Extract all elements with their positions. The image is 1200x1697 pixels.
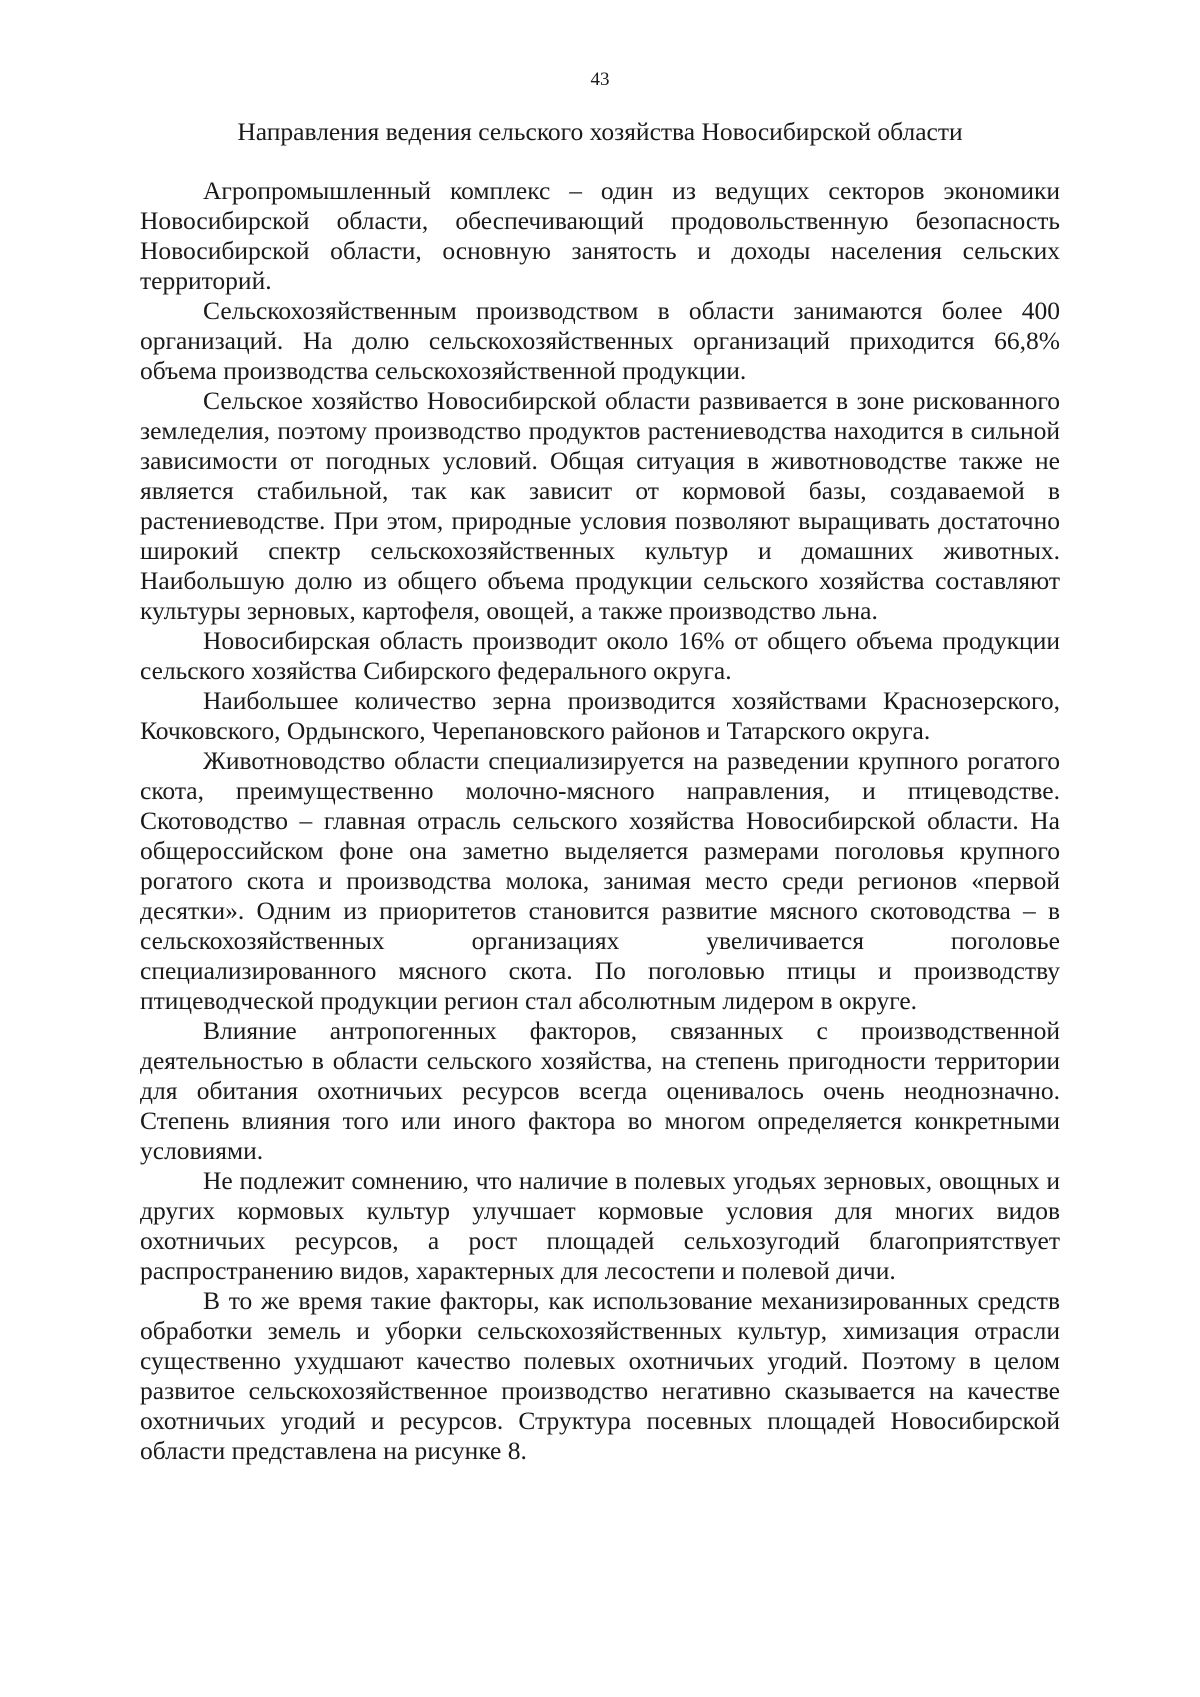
paragraph-grain-districts: Наибольшее количество зерна производится хозяйствами Краснозерского, Кочковского, Ордынского, Черепановского районов и Татарского округа. [140,686,1060,745]
paragraph-organizations: Сельскохозяйственным производством в области занимаются более 400 организаций. На долю сельскохозяйственных организаций приходится 66,8% объема производства сельскохозяйственной продукции. [140,296,1060,385]
paragraph-regional-share: Новосибирская область производит около 16% от общего объема продукции сельского хозяйства Сибирского федерального округа. [140,626,1060,685]
paragraph-risky-farming: Сельское хозяйство Новосибирской области развивается в зоне рискованного земледелия, поэтому производство продуктов растениеводства находится в сильной зависимости от погодных условий. Общая ситуация в животноводстве также не является стабильной, так как зависит от кормовой базы, создаваемой в растениеводстве. При этом, природные условия позволяют выращивать достаточно широкий спектр сельскохозяйственных культур и домашних животных. Наибольшую долю из общего объема продукции сельского хозяйства составляют культуры зерновых, картофеля, овощей, а также производство льна. [140,386,1060,625]
section-title: Направления ведения сельского хозяйства Новосибирской области [237,117,963,146]
paragraph-agro-complex: Агропромышленный комплекс – один из ведущих секторов экономики Новосибирской области, обеспечивающий продовольственную безопасность Новосибирской области, основную занятость и доходы населения сельских территорий. [140,176,1060,295]
paragraph-livestock: Животноводство области специализируется на разведении крупного рогатого скота, преимущественно молочно-мясного направления, и птицеводстве. Скотоводство – главная отрасль сельского хозяйства Новосибирской области. На общероссийском фоне она заметно выделяется размерами поголовья крупного рогатого скота и производства молока, занимая место среди регионов «первой десятки». Одним из приоритетов становится развитие мясного скотоводства – в сельскохозяйственных организациях увеличивается поголовье специализированного мясного скота. По поголовью птицы и производству птицеводческой продукции регион стал абсолютным лидером в округе. [140,746,1060,1015]
paragraph-forage-crops: Не подлежит сомнению, что наличие в полевых угодьях зерновых, овощных и других кормовых культур улучшает кормовые условия для многих видов охотничьих ресурсов, а рост площадей сельхозугодий благоприятствует распространению видов, характерных для лесостепи и полевой дичи. [140,1166,1060,1285]
paragraph-anthropogenic-factors: Влияние антропогенных факторов, связанных с производственной деятельностью в области сельского хозяйства, на степень пригодности территории для обитания охотничьих ресурсов всегда оценивалось очень неоднозначно. Степень влияния того или иного фактора во многом определяется конкретными условиями. [140,1016,1060,1165]
page-number: 43 [590,69,610,90]
body-text [140,176,1060,1466]
paragraph-negative-impact: В то же время такие факторы, как использование механизированных средств обработки земель и уборки сельскохозяйственных культур, химизация отрасли существенно ухудшают качество полевых охотничьих угодий. Поэтому в целом развитое сельскохозяйственное производство негативно сказывается на качестве охотничьих угодий и ресурсов. Структура посевных площадей Новосибирской области представлена на рисунке 8. [140,1286,1060,1465]
